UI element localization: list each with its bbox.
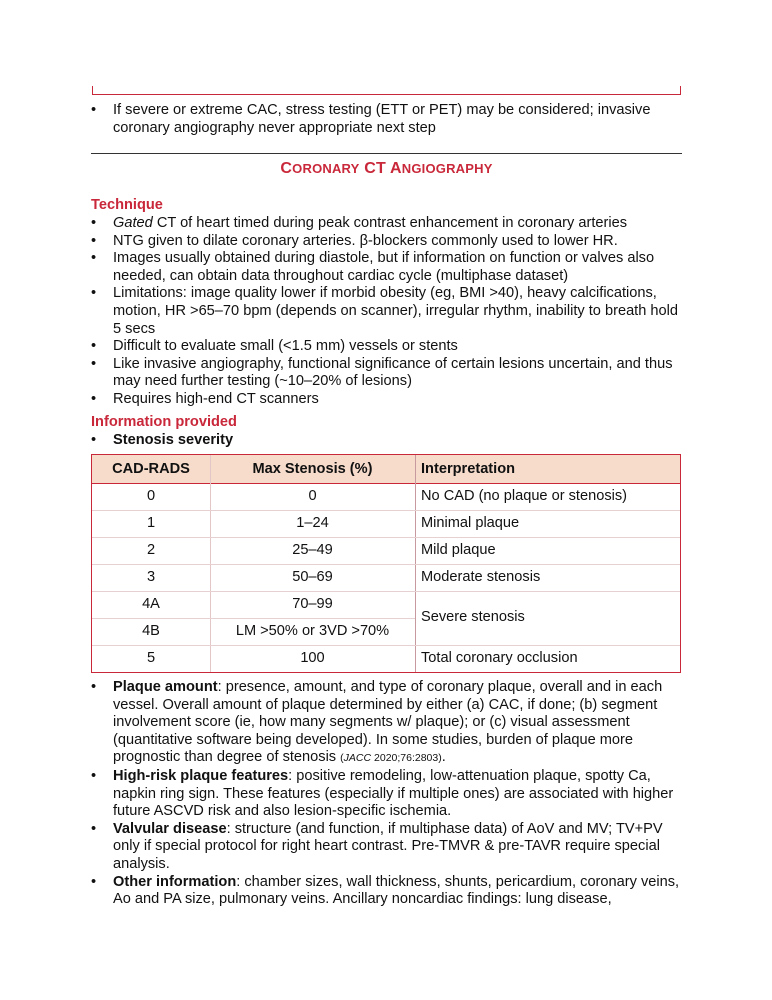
bullet-item: • Difficult to evaluate small (<1.5 mm) vessels or stents — [91, 338, 687, 356]
interpretation-cell: Minimal plaque — [421, 515, 520, 531]
stenosis-cell: LM >50% or 3VD >70% — [235, 623, 390, 639]
interpretation-cell: Mild plaque — [421, 542, 496, 558]
stenosis-cell: 50–69 — [292, 569, 333, 585]
stenosis-cell: 100 — [300, 650, 325, 666]
interpretation-cell: Moderate stenosis — [421, 569, 541, 585]
bullet-item: • Other information: chamber sizes, wall thickness, shunts, pericardium, coronary veins, Ao and PA size, pulmonary veins. Ancillary noncardiac findings: lung disease, — [91, 874, 685, 909]
cad-rads-cell: 4B — [142, 623, 160, 639]
interpretation-cell: Severe stenosis — [421, 609, 525, 625]
bullet-item: • Images usually obtained during diastole, but if information on function or valves also needed, can obtain data throughout cardiac cycle (multiphase dataset) — [91, 250, 687, 285]
interpretation-cell: Total coronary occlusion — [421, 650, 578, 666]
information-bullet-list — [91, 679, 685, 909]
bullet-item: • Like invasive angiography, functional significance of certain lesions uncertain, and thus may need further testing (~10–20% of lesions) — [91, 356, 687, 391]
column-header: CAD-RADS — [112, 461, 190, 477]
cad-rads-cell: 1 — [146, 515, 156, 531]
intro-bullet-list — [91, 102, 683, 137]
bullet-item: • Gated CT of heart timed during peak contrast enhancement in coronary arteries — [91, 215, 687, 233]
bullet-item: • NTG given to dilate coronary arteries. β-blockers commonly used to lower HR. — [91, 233, 687, 251]
stenosis-cell: 1–24 — [296, 515, 329, 531]
stenosis-cell: 25–49 — [292, 542, 333, 558]
stenosis-cell: 70–99 — [292, 596, 333, 612]
bullet-item: • If severe or extreme CAC, stress testing (ETT or PET) may be considered; invasive coronary angiography never appropriate next step — [91, 102, 683, 137]
section-title: CORONARY CT ANGIOGRAPHY — [280, 160, 493, 177]
bullet-item: • Valvular disease: structure (and function, if multiphase data) of AoV and MV; TV+PV only if special protocol for right heart contrast. Pre-TMVR & pre-TAVR require special analysis. — [91, 821, 685, 874]
section-divider — [91, 153, 682, 154]
cad-rads-cell: 2 — [146, 542, 156, 558]
column-header: Interpretation — [421, 461, 516, 477]
bullet-item: • Stenosis severity — [91, 432, 681, 450]
stenosis-bullet — [91, 432, 681, 450]
bullet-item: • Limitations: image quality lower if morbid obesity (eg, BMI >40), heavy calcifications, motion, HR >65–70 bpm (depends on scanner), irregular rhythm, inability to breath hold 5 secs — [91, 285, 687, 338]
cad-rads-table — [91, 454, 681, 673]
interpretation-cell: No CAD (no plaque or stenosis) — [421, 488, 628, 504]
column-header: Max Stenosis (%) — [252, 461, 373, 477]
table-header-row — [92, 455, 680, 484]
bullet-item: • High-risk plaque features: positive remodeling, low-attenuation plaque, spotty Ca, napkin ring sign. These features (especially if multiple ones) are associated with higher future ASCVD risk and also lesion-specific ischemia. — [91, 768, 685, 821]
bullet-item: • Plaque amount: presence, amount, and type of coronary plaque, overall and in each vessel. Overall amount of plaque determined by either (a) CAC, if done; (b) segment involvement score (ie, how many segments w/ plaque); or (c) visual assessment (quantitative software being developed). In some studies, burden of plaque more prognostic than degree of stenosis (JACC 2020;76:2803). — [91, 679, 685, 768]
technique-bullet-list — [91, 215, 687, 409]
bullet-item: • Requires high-end CT scanners — [91, 391, 687, 409]
previous-table-bottom-border — [92, 86, 681, 95]
cad-rads-cell: 4A — [142, 596, 160, 612]
cad-rads-cell: 0 — [146, 488, 156, 504]
cad-rads-cell: 3 — [146, 569, 156, 585]
info-heading: Information provided — [91, 414, 237, 430]
stenosis-cell: 0 — [308, 488, 317, 504]
cad-rads-cell: 5 — [146, 650, 156, 666]
technique-heading: Technique — [91, 197, 163, 213]
